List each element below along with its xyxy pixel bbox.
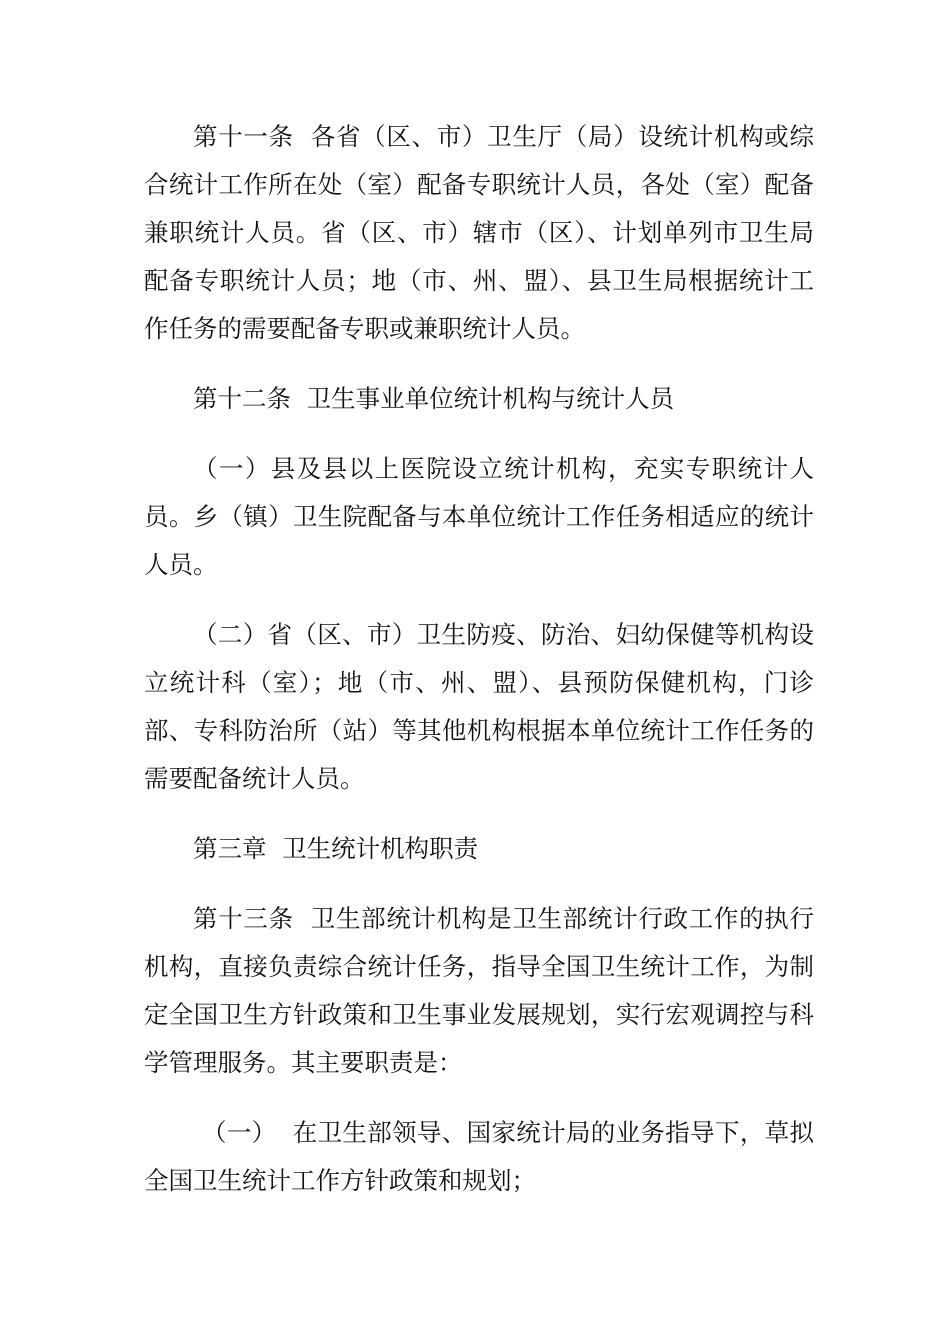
- article-12-item-1: （一）县及县以上医院设立统计机构，充实专职统计人员。乡（镇）卫生院配备与本单位统计工作任务相适应的统计人员。: [144, 454, 814, 579]
- document-body: [144, 113, 814, 1227]
- article-13-paragraph: 第十三条 卫生部统计机构是卫生部统计行政工作的执行机构，直接负责综合统计任务，指导全国卫生统计工作，为制定全国卫生方针政策和卫生事业发展规划，实行宏观调控与科学管理服务。其主要职责是：: [144, 904, 814, 1077]
- article-13-item-1: （一） 在卫生部领导、国家统计局的业务指导下，草拟全国卫生统计工作方针政策和规划；: [144, 1118, 814, 1195]
- article-11-paragraph: 第十一条 各省（区、市）卫生厅（局）设统计机构或综合统计工作所在处（室）配备专职统计人员，各处（室）配备兼职统计人员。省（区、市）辖市（区）、计划单列市卫生局配备专职统计人员；地（市、州、盟）、县卫生局根据统计工作任务的需要配备专职或兼职统计人员。: [144, 122, 814, 343]
- article-12-item-2: （二）省（区、市）卫生防疫、防治、妇幼保健等机构设立统计科（室）；地（市、州、盟）、县预防保健机构，门诊部、专科防治所（站）等其他机构根据本单位统计工作任务的需要配备统计人员。: [144, 620, 814, 793]
- article-12-heading: 第十二条 卫生事业单位统计机构与统计人员: [193, 384, 675, 413]
- chapter-3-heading: 第三章 卫生统计机构职责: [193, 834, 479, 863]
